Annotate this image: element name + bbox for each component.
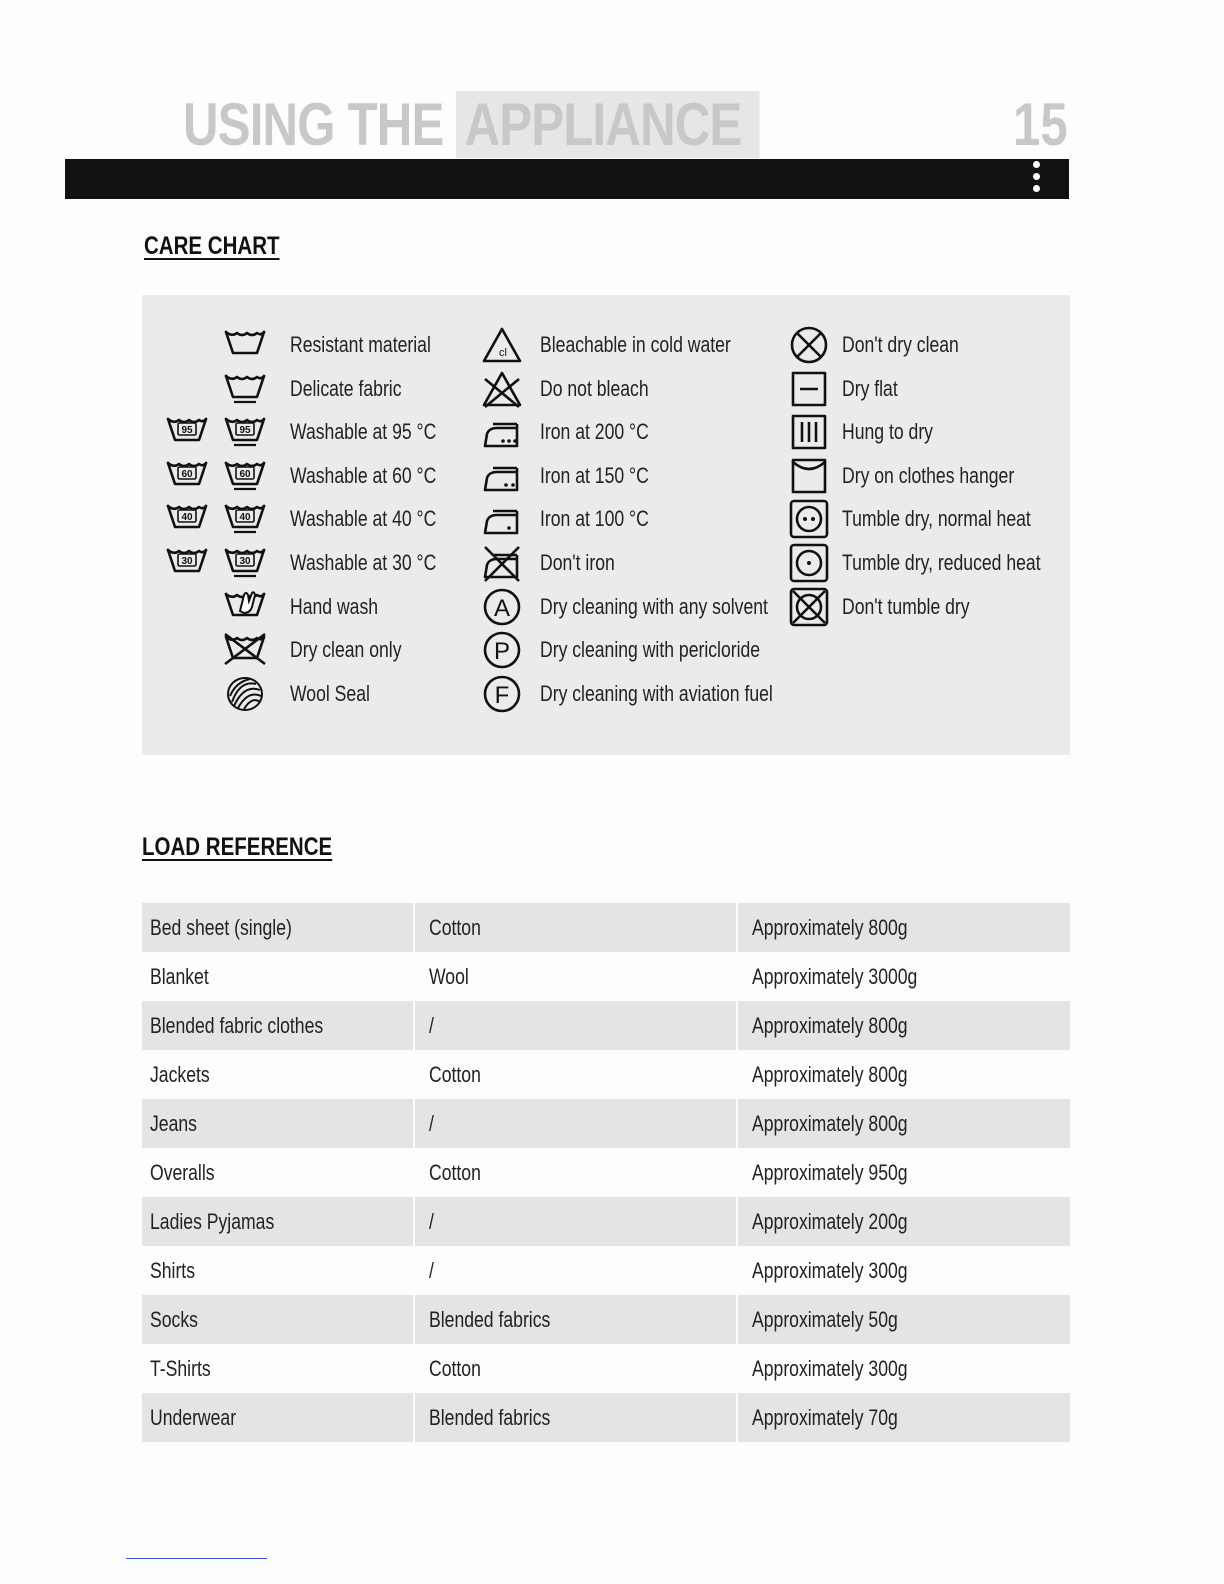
table-cell-text: Approximately 950g [752, 1159, 908, 1185]
washtub-60-plain-icon [164, 456, 210, 496]
table-cell-text: Cotton [429, 914, 481, 940]
care-chart-item [290, 674, 390, 714]
care-chart-item [540, 325, 778, 365]
item-cell [142, 1148, 413, 1197]
item-cell [142, 1393, 413, 1442]
care-chart-label: Don't iron [540, 550, 615, 575]
care-chart-item [540, 456, 676, 496]
svg-text:A: A [493, 594, 511, 622]
care-chart-item [540, 369, 676, 409]
item-cell [142, 1099, 413, 1148]
tumble-dry-normal-icon [786, 499, 832, 539]
care-chart-label: Washable at 40 °C [290, 506, 437, 532]
care-chart-label: Don't dry clean [842, 332, 959, 357]
material-cell [415, 952, 736, 1001]
care-chart-item [540, 630, 815, 670]
line-dry-icon [786, 456, 832, 496]
table-row [142, 1246, 1070, 1295]
circle-p-icon [479, 630, 525, 670]
care-chart-item [290, 325, 466, 365]
iron-2-dots-icon [479, 456, 525, 496]
drip-dry-icon [786, 412, 832, 452]
table-row [142, 1148, 1070, 1197]
washtub-icon [222, 325, 268, 365]
care-chart-label: Dry cleaning with any solvent [540, 593, 768, 619]
item-cell [142, 903, 413, 952]
svg-text:30: 30 [239, 556, 251, 567]
load-reference-table [142, 903, 1070, 1442]
table-row [142, 903, 1070, 952]
svg-text:F: F [494, 681, 510, 709]
table-cell-text: Approximately 800g [752, 1110, 908, 1136]
table-row [142, 1001, 1070, 1050]
weight-cell [738, 1050, 1070, 1099]
svg-text:60: 60 [239, 468, 251, 480]
table-row [142, 1393, 1070, 1442]
table-cell-text: Shirts [150, 1257, 195, 1283]
page-title [183, 92, 760, 158]
washtub-30-plain-icon [164, 543, 210, 583]
weight-cell [738, 1295, 1070, 1344]
care-chart-item [540, 674, 831, 714]
svg-text:cl: cl [499, 347, 507, 359]
care-chart-label: Dry clean only [290, 637, 402, 663]
table-cell-text: T-Shirts [150, 1355, 211, 1381]
item-cell [142, 1295, 413, 1344]
table-cell-text: Cotton [429, 1159, 481, 1185]
table-cell-text: Approximately 200g [752, 1208, 908, 1234]
svg-text:60: 60 [181, 468, 193, 480]
table-cell-text: Underwear [150, 1404, 237, 1430]
circle-a-icon [479, 587, 525, 627]
table-cell-text: Approximately 300g [752, 1257, 908, 1283]
washtub-30-icon [222, 543, 268, 583]
item-cell [142, 952, 413, 1001]
table-row [142, 952, 1070, 1001]
care-chart-item [540, 587, 825, 627]
table-cell-text: Cotton [429, 1061, 481, 1087]
material-cell [415, 1246, 736, 1295]
care-chart-label: Iron at 200 °C [540, 419, 649, 445]
care-chart-label: Do not bleach [540, 375, 649, 401]
item-cell [142, 1197, 413, 1246]
care-chart-item [540, 543, 633, 583]
material-cell [415, 1001, 736, 1050]
svg-text:P: P [493, 638, 511, 666]
material-cell [415, 1148, 736, 1197]
care-chart-item [290, 630, 429, 670]
table-cell-text: / [429, 1257, 434, 1283]
table-cell-text: Ladies Pyjamas [150, 1208, 275, 1234]
load-reference-title: LOAD REFERENCE [142, 833, 333, 861]
header-dots [1033, 161, 1041, 192]
table-cell-text: Approximately 70g [752, 1404, 898, 1430]
care-chart-label: Dry on clothes hanger [842, 462, 1015, 488]
table-cell-text: Blended fabric clothes [150, 1012, 324, 1038]
care-chart-item [842, 499, 1078, 539]
care-chart-item [842, 587, 1002, 627]
care-chart-title: CARE CHART [144, 232, 280, 260]
tumble-dry-low-icon [786, 543, 832, 583]
table-cell-text: Blanket [150, 963, 209, 989]
table-row [142, 1197, 1070, 1246]
table-row [142, 1099, 1070, 1148]
care-chart-item [290, 499, 473, 539]
table-row [142, 1344, 1070, 1393]
material-cell [415, 1393, 736, 1442]
weight-cell [738, 1344, 1070, 1393]
weight-cell [738, 1148, 1070, 1197]
care-chart-item [290, 456, 473, 496]
care-chart-label: Wool Seal [290, 680, 370, 706]
care-chart-label: Dry flat [842, 375, 898, 401]
care-chart-label: Washable at 95 °C [290, 419, 437, 445]
page-number: 15 [1013, 91, 1068, 158]
care-chart-label: Washable at 60 °C [290, 462, 437, 488]
care-chart-item [290, 587, 400, 627]
hand-wash-icon [222, 587, 268, 627]
care-chart-label: Delicate fabric [290, 375, 402, 401]
table-cell-text: Bed sheet (single) [150, 914, 292, 940]
item-cell [142, 1001, 413, 1050]
weight-cell [738, 1001, 1070, 1050]
item-cell [142, 1246, 413, 1295]
care-chart-label: Hung to dry [842, 419, 933, 445]
table-cell-text: / [429, 1012, 434, 1038]
table-row [142, 1050, 1070, 1099]
care-chart-item [540, 499, 676, 539]
care-chart-label: Bleachable in cold water [540, 332, 731, 357]
material-cell [415, 1099, 736, 1148]
material-cell [415, 1295, 736, 1344]
care-chart-label: Washable at 30 °C [290, 550, 437, 575]
table-cell-text: Blended fabrics [429, 1306, 551, 1332]
care-chart-item [540, 412, 676, 452]
care-chart-panel [142, 295, 1070, 755]
material-cell [415, 1050, 736, 1099]
svg-text:40: 40 [181, 512, 193, 524]
table-row [142, 1295, 1070, 1344]
table-cell-text: / [429, 1208, 434, 1234]
table-cell-text: Approximately 300g [752, 1355, 908, 1381]
table-cell-text: Overalls [150, 1159, 215, 1185]
no-tumble-dry-icon [786, 587, 832, 627]
no-bleach-icon [479, 369, 525, 409]
page-title-highlight: APPLIANCE [456, 91, 759, 158]
material-cell [415, 1197, 736, 1246]
no-iron-icon [479, 543, 525, 583]
weight-cell [738, 1393, 1070, 1442]
svg-text:95: 95 [239, 425, 251, 437]
weight-cell [738, 1246, 1070, 1295]
table-cell-text: Approximately 3000g [752, 963, 918, 989]
table-cell-text: Jackets [150, 1061, 210, 1087]
material-cell [415, 903, 736, 952]
care-chart-label: Iron at 150 °C [540, 462, 649, 488]
care-chart-label: Iron at 100 °C [540, 506, 649, 532]
footer-link-line [126, 1558, 267, 1559]
svg-text:40: 40 [239, 512, 251, 524]
iron-1-dot-icon [479, 499, 525, 539]
wool-seal-icon [222, 674, 268, 714]
care-chart-item [842, 325, 988, 365]
weight-cell [738, 1099, 1070, 1148]
washtub-40-icon [222, 499, 268, 539]
washtub-40-plain-icon [164, 499, 210, 539]
care-chart-label: Dry cleaning with aviation fuel [540, 680, 773, 706]
care-chart-label: Hand wash [290, 593, 379, 619]
iron-3-dots-icon [479, 412, 525, 452]
svg-text:95: 95 [181, 425, 193, 437]
table-cell-text: Approximately 800g [752, 1012, 908, 1038]
care-chart-item [842, 456, 1057, 496]
care-chart-item [842, 369, 912, 409]
table-cell-text: Jeans [150, 1110, 197, 1136]
care-chart-label: Tumble dry, normal heat [842, 506, 1031, 532]
care-chart-item [290, 543, 473, 583]
weight-cell [738, 903, 1070, 952]
washtub-60-icon [222, 456, 268, 496]
care-chart-item [842, 543, 1090, 583]
table-cell-text: Blended fabrics [429, 1404, 551, 1430]
table-cell-text: / [429, 1110, 434, 1136]
care-chart-label: Resistant material [290, 332, 431, 357]
care-chart-item [290, 412, 473, 452]
washtub-95-icon [222, 412, 268, 452]
material-cell [415, 1344, 736, 1393]
item-cell [142, 1344, 413, 1393]
page-title-part1: USING THE [183, 91, 444, 158]
table-cell-text: Approximately 50g [752, 1306, 898, 1332]
item-cell [142, 1050, 413, 1099]
care-chart-item [290, 369, 429, 409]
care-chart-label: Tumble dry, reduced heat [842, 550, 1041, 575]
care-chart-label: Dry cleaning with pericloride [540, 637, 761, 663]
svg-text:30: 30 [181, 556, 193, 567]
circle-f-icon [479, 674, 525, 714]
care-chart-item [842, 412, 956, 452]
dry-flat-icon [786, 369, 832, 409]
washtub-delicate-icon [222, 369, 268, 409]
table-cell-text: Approximately 800g [752, 914, 908, 940]
table-cell-text: Socks [150, 1306, 198, 1332]
weight-cell [738, 1197, 1070, 1246]
care-chart-label: Don't tumble dry [842, 593, 970, 619]
table-cell-text: Approximately 800g [752, 1061, 908, 1087]
table-cell-text: Cotton [429, 1355, 481, 1381]
weight-cell [738, 952, 1070, 1001]
washtub-95-plain-icon [164, 412, 210, 452]
no-dry-clean-icon [786, 325, 832, 365]
no-wash-icon [222, 630, 268, 670]
table-cell-text: Wool [429, 963, 469, 989]
bleach-cl-icon [479, 325, 525, 365]
header-bar [65, 159, 1069, 199]
